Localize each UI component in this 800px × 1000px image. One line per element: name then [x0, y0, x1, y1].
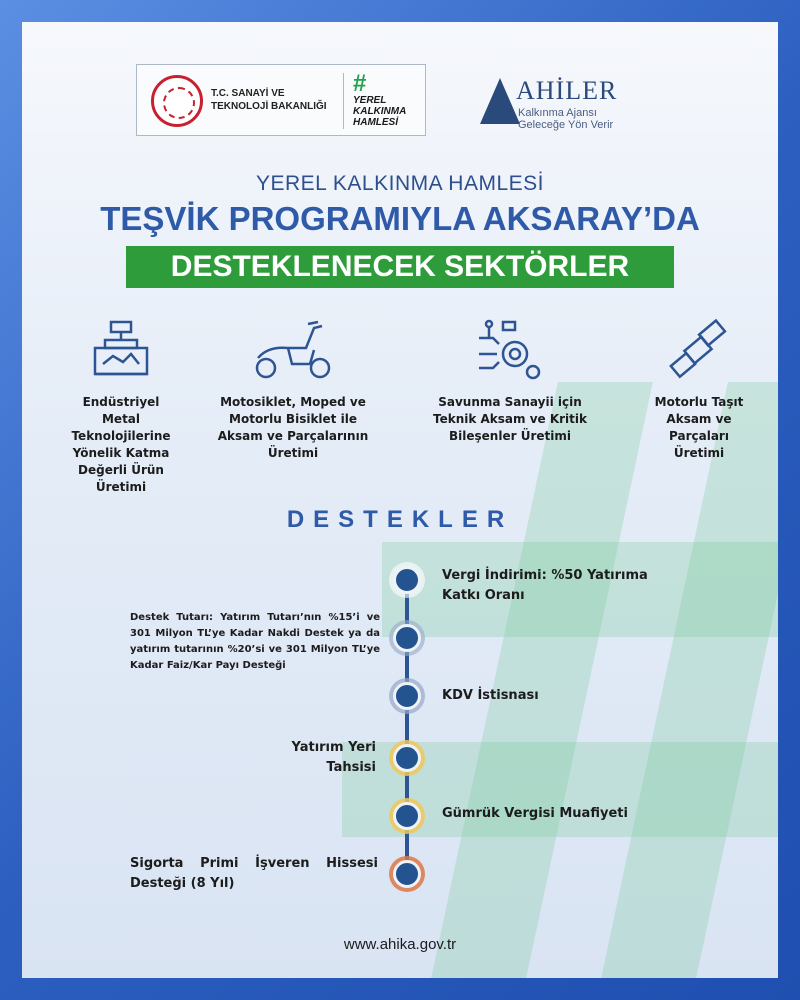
timeline-node	[393, 860, 421, 888]
gear-circuit-icon	[475, 318, 545, 382]
support-item: Sigorta Primi İşveren Hissesi Desteği (8 Yıl)	[130, 856, 378, 891]
agency-sub-line: Kalkınma Ajansı	[518, 107, 597, 119]
hashtag-icon: #	[353, 70, 367, 97]
sector-item	[426, 318, 594, 445]
support-item: KDV İstisnası	[442, 688, 539, 703]
seatbelt-icon	[667, 318, 731, 382]
logo-divider	[343, 73, 344, 129]
timeline-node	[393, 566, 421, 594]
poster-card	[22, 22, 778, 978]
scooter-icon	[248, 318, 338, 382]
sector-label: Savunma Sanayii için Teknik Aksam ve Kritik Bileşenler Üretimi	[432, 395, 587, 443]
sector-item	[46, 318, 196, 496]
partner-logo-box	[136, 64, 426, 136]
timeline-node	[393, 682, 421, 710]
press-machine-icon	[89, 318, 153, 382]
sector-label: Motosiklet, Moped ve Motorlu Bisiklet ile Aksam ve Parçalarının Üretimi	[217, 395, 369, 460]
ministry-name: T.C. SANAYİ VE TEKNOLOJİ BAKANLIĞI	[211, 88, 327, 112]
agency-name: AHİLER	[516, 76, 618, 105]
support-item: Vergi İndirimi: %50 Yatırıma Katkı Oranı	[442, 568, 648, 603]
ahiler-mark-icon	[480, 78, 520, 124]
website-url[interactable]: www.ahika.gov.tr	[343, 936, 457, 953]
ministry-seal-icon	[151, 75, 203, 127]
support-item: Gümrük Vergisi Muafiyeti	[442, 806, 628, 821]
hamle-logo-line: YEREL	[353, 95, 387, 106]
timeline-node	[393, 624, 421, 652]
title-line-2: TEŞVİK PROGRAMIYLA AKSARAY’DA	[100, 200, 700, 237]
timeline-node	[393, 744, 421, 772]
sector-item	[208, 318, 378, 462]
support-item: Destek Tutarı: Yatırım Tutarı’nın %15’i ve 301 Milyon TL’ye Kadar Nakdi Destek ya da yatırım tutarının %20’si ve 301 Milyon TL’ye Kadar Faiz/Kar Payı Desteği	[130, 612, 380, 671]
yerel-kalkinma-hamlesi-logo	[353, 70, 419, 131]
sector-item	[634, 318, 764, 462]
title-line-3: DESTEKLENECEK SEKTÖRLER	[126, 246, 674, 288]
hamle-logo-line: KALKINMA	[353, 106, 407, 117]
hamle-logo-line: HAMLESİ	[353, 117, 398, 128]
supports-title: DESTEKLER	[286, 506, 514, 533]
hashtag-decoration	[426, 382, 653, 978]
support-item: Yatırım Yeri Tahsisi	[291, 740, 376, 775]
agency-subtitle	[518, 107, 613, 131]
title-line-1: YEREL KALKINMA HAMLESİ	[256, 172, 544, 195]
sector-label: Endüstriyel Metal Teknolojilerine Yönelik Katma Değerli Ürün Üretimi	[71, 395, 171, 494]
ahiler-logo	[480, 76, 660, 136]
agency-sub-line: Geleceğe Yön Verir	[518, 119, 614, 131]
sector-label: Motorlu Taşıt Aksam ve Parçaları Üretimi	[654, 395, 744, 460]
timeline-node	[393, 802, 421, 830]
